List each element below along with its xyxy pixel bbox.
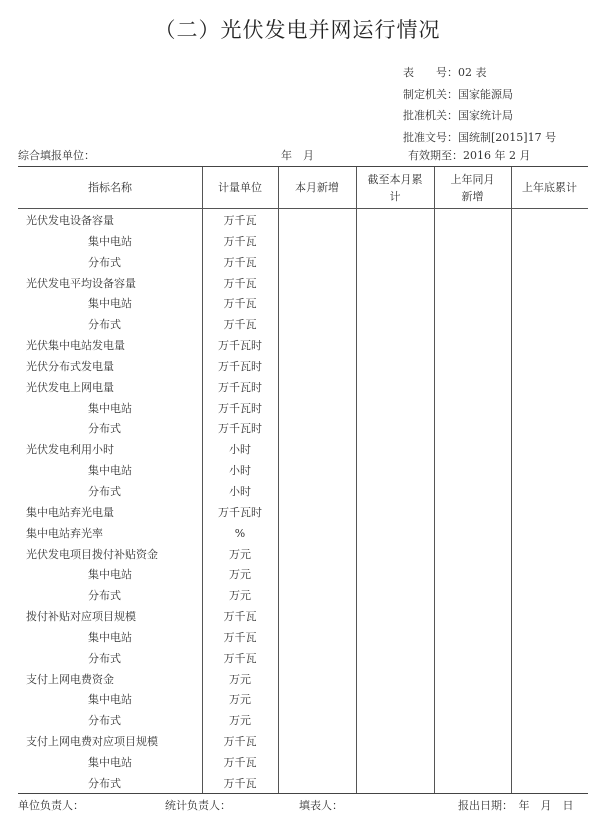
indicator-name: 分布式 — [88, 714, 121, 728]
header-prev-year-end: 上年底累计 — [522, 181, 577, 194]
measure-unit: 万千瓦 — [223, 318, 257, 332]
measure-unit: 万元 — [229, 693, 251, 707]
table-row — [18, 211, 588, 232]
stats-leader-label: 统计负责人： — [165, 799, 231, 812]
measure-unit: 万元 — [229, 589, 251, 603]
header-indicator-name: 指标名称 — [88, 181, 132, 194]
indicator-name: 分布式 — [88, 651, 121, 665]
indicator-name: 集中电站 — [88, 297, 132, 311]
measure-unit: 万千瓦 — [223, 255, 257, 269]
measure-unit: 万元 — [229, 714, 251, 728]
table-row — [18, 482, 588, 503]
header-unit: 计量单位 — [218, 181, 262, 194]
header-month-new: 本月新增 — [295, 181, 339, 194]
measure-unit: 万千瓦 — [223, 776, 257, 790]
indicator-name: 集中电站弃光率 — [26, 526, 103, 540]
filler-label: 填表人： — [299, 799, 343, 812]
valid-until: 有效期至：2016 年 2 月 — [408, 149, 531, 162]
indicator-name: 集中电站 — [88, 755, 132, 769]
table-row — [18, 274, 588, 295]
measure-unit: 万千瓦 — [223, 234, 257, 248]
measure-unit: 万千瓦时 — [218, 401, 262, 415]
indicator-name: 分布式 — [88, 318, 121, 332]
measure-unit: 万千瓦时 — [218, 505, 262, 519]
indicator-name: 光伏发电上网电量 — [26, 380, 114, 394]
table-number: 表 号：02 表 — [403, 66, 487, 79]
table-row — [18, 565, 588, 586]
table-row — [18, 336, 588, 357]
measure-unit: 万千瓦 — [223, 630, 257, 644]
table-row — [18, 628, 588, 649]
table-row — [18, 753, 588, 774]
indicator-name: 支付上网电费资金 — [26, 672, 114, 686]
table-row — [18, 232, 588, 253]
header-prev-year-month: 上年同月 新增 — [450, 172, 495, 203]
table-row — [18, 732, 588, 753]
table-row — [18, 399, 588, 420]
table-row — [18, 294, 588, 315]
table-row — [18, 607, 588, 628]
indicator-name: 集中电站 — [88, 693, 132, 707]
table-row — [18, 690, 588, 711]
measure-unit: 万千瓦时 — [218, 422, 262, 436]
table-row — [18, 649, 588, 670]
approval-document: 批准文号：国统制[2015]17 号 — [403, 130, 557, 144]
table-row — [18, 545, 588, 566]
table-row — [18, 315, 588, 336]
table-row — [18, 670, 588, 691]
indicator-name: 拨付补贴对应项目规模 — [26, 610, 136, 624]
measure-unit: 万千瓦 — [223, 755, 257, 769]
measure-unit: % — [234, 526, 246, 540]
indicator-name: 集中电站弃光电量 — [26, 505, 114, 519]
table-row — [18, 440, 588, 461]
indicator-name: 分布式 — [88, 589, 121, 603]
indicator-name: 光伏发电设备容量 — [26, 214, 114, 227]
measure-unit: 万千瓦时 — [218, 359, 262, 373]
table-row — [18, 357, 588, 378]
table-row — [18, 586, 588, 607]
form-meta — [403, 62, 556, 148]
header-divider — [18, 208, 588, 209]
measure-unit: 万元 — [229, 672, 251, 686]
indicator-name: 光伏发电平均设备容量 — [26, 276, 136, 290]
indicator-name: 分布式 — [88, 255, 121, 269]
table-row — [18, 774, 588, 795]
measure-unit: 万千瓦 — [223, 610, 257, 624]
year-month-label: 年 月 — [281, 149, 314, 162]
unit-leader-label: 单位负责人： — [18, 799, 84, 812]
data-table — [18, 166, 588, 794]
indicator-name: 分布式 — [88, 484, 121, 498]
indicator-name: 分布式 — [88, 776, 121, 790]
measure-unit: 万千瓦时 — [218, 380, 262, 394]
measure-unit: 小时 — [229, 443, 251, 457]
measure-unit: 万元 — [229, 547, 251, 561]
indicator-name: 集中电站 — [88, 464, 132, 478]
table-body — [18, 211, 588, 795]
measure-unit: 万元 — [229, 568, 251, 582]
indicator-name: 支付上网电费对应项目规模 — [26, 735, 158, 749]
table-row — [18, 419, 588, 440]
measure-unit: 万千瓦 — [223, 276, 257, 290]
indicator-name: 集中电站 — [88, 630, 132, 644]
indicator-name: 集中电站 — [88, 401, 132, 415]
indicator-name: 集中电站 — [88, 234, 132, 248]
indicator-name: 光伏集中电站发电量 — [26, 339, 125, 353]
page-title: （二）光伏发电并网运行情况 — [154, 18, 441, 42]
indicator-name: 集中电站 — [88, 568, 132, 582]
table-row — [18, 524, 588, 545]
indicator-name: 光伏发电利用小时 — [26, 443, 114, 457]
measure-unit: 小时 — [229, 464, 251, 478]
table-row — [18, 378, 588, 399]
measure-unit: 小时 — [229, 484, 251, 498]
measure-unit: 万千瓦 — [223, 214, 257, 227]
table-row — [18, 461, 588, 482]
measure-unit: 万千瓦 — [223, 735, 257, 749]
indicator-name: 分布式 — [88, 422, 121, 436]
measure-unit: 万千瓦 — [223, 651, 257, 665]
table-row — [18, 711, 588, 732]
issuing-authority: 制定机关：国家能源局 — [403, 87, 513, 101]
table-row — [18, 253, 588, 274]
header-ytd-total: 截至本月累 计 — [367, 172, 423, 203]
indicator-name: 光伏分布式发电量 — [26, 359, 114, 373]
reporting-unit-label: 综合填报单位： — [18, 149, 95, 162]
report-date-label: 报出日期： 年 月 日 — [458, 799, 574, 812]
approving-authority: 批准机关：国家统计局 — [403, 109, 513, 122]
measure-unit: 万千瓦 — [223, 297, 257, 311]
measure-unit: 万千瓦时 — [218, 339, 262, 353]
indicator-name: 光伏发电项目拨付补贴资金 — [26, 547, 158, 561]
table-row — [18, 503, 588, 524]
